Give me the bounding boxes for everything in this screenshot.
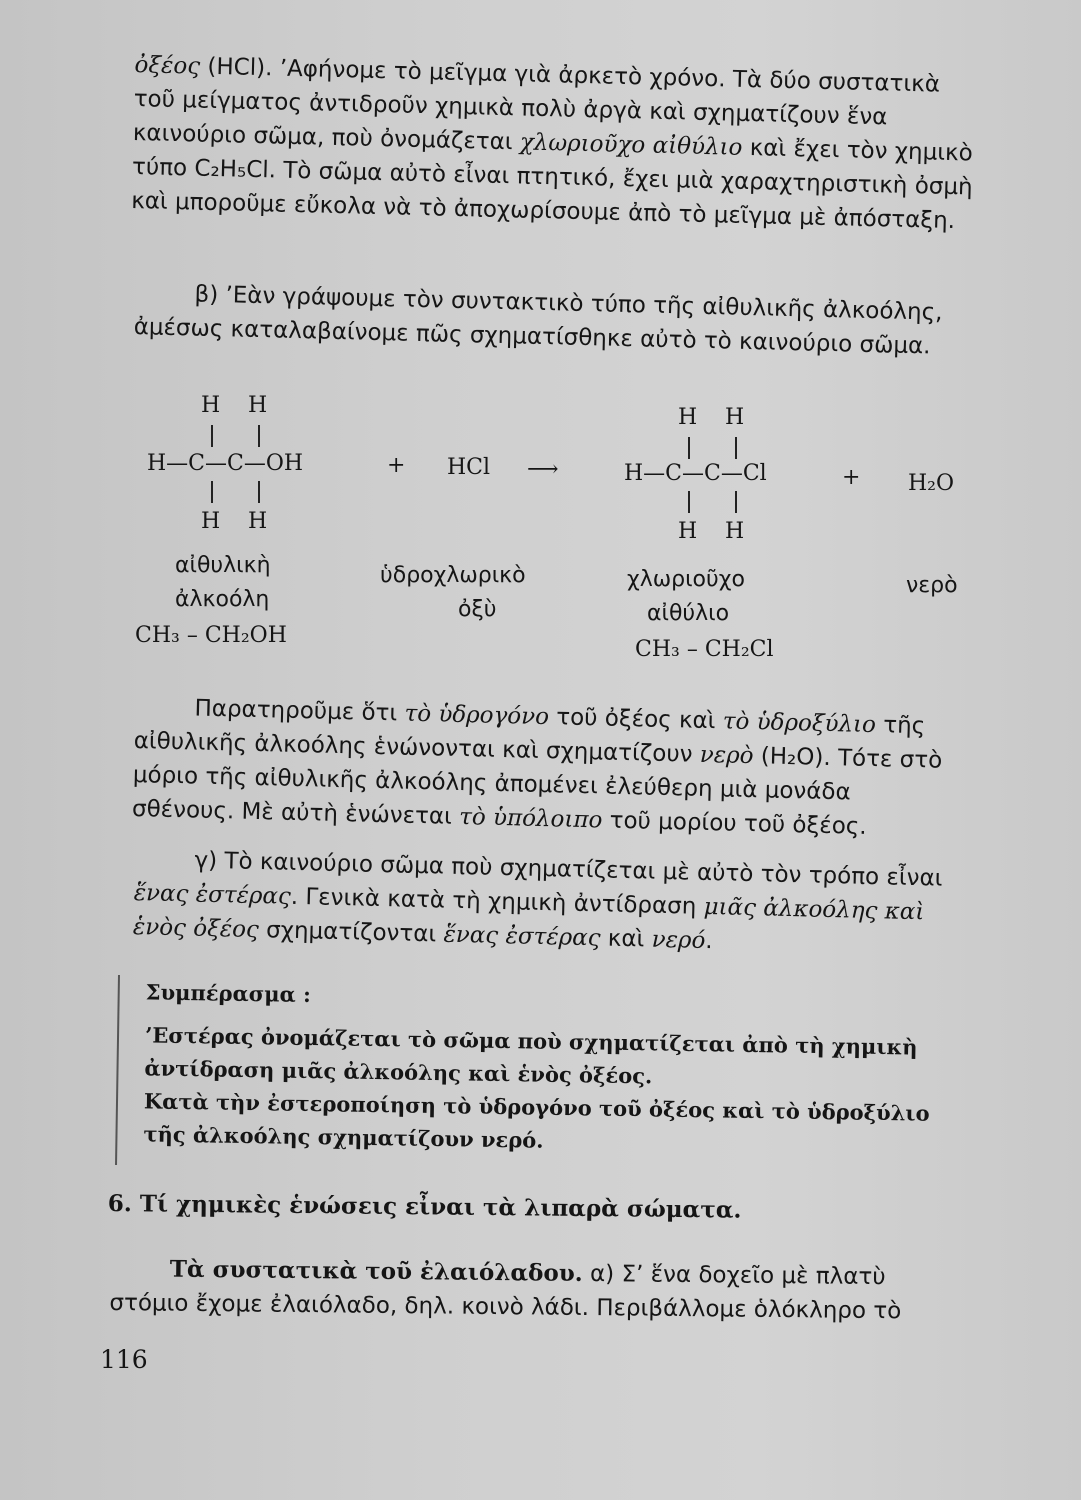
italic-term: ὀξέος (134, 51, 201, 80)
section-heading: 6. Τί χημικὲς ἑνώσεις εἶναι τὰ λιπαρὰ σώματα. (107, 1190, 742, 1224)
atom-h: H (248, 393, 268, 418)
ethanol-condensed-formula: CH₃ – CH₂OH (135, 623, 287, 648)
paragraph-structural-formula: β) ’Εὰν γράψουμε τὸν συντακτικὸ τύπο τῆς αἰθυλικῆς ἀλκοόλης, ἀμέσως καταλαβαίνομε πῶς σχηματίσθηκε αὐτὸ τὸ καινούριο σῶμα. (133, 281, 943, 360)
bond (688, 491, 690, 513)
atom-h: H (248, 509, 268, 534)
bond (211, 481, 213, 503)
conclusion-line: Κατὰ τὴν ἐστεροποίηση τὸ ὑδρογόνο τοῦ ὀξέος καὶ τὸ ὑδροξύλιο τῆς ἀλκοόλης σχηματίζουν νερό. (143, 1088, 930, 1153)
plus-sign: + (842, 465, 861, 490)
atom-h: H (678, 519, 698, 544)
bond (258, 425, 260, 447)
atom-h: H (725, 405, 745, 430)
label-ethyl-chloride: αἰθύλιο (647, 601, 730, 626)
conclusion-line: ’Εστέρας ὀνομάζεται τὸ σῶμα ποὺ σχηματίζεται ἀπὸ τὴ χημικὴ ἀντίδραση μιᾶς ἀλκοόλης καὶ ἑνὸς ὀξέος. (144, 1022, 918, 1089)
chemical-equation (135, 385, 965, 685)
italic-term: χλωριοῦχο αἰθύλιο (519, 129, 743, 161)
ethyl-chloride-structure: H—C—C—Cl (624, 461, 767, 486)
label-ethanol: αἰθυλικὴ (175, 553, 271, 578)
plus-sign: + (387, 453, 406, 478)
paragraph-hcl-reaction: ὀξέος (HCl). ’Αφήνομε τὸ μεῖγμα γιὰ ἀρκετὸ χρόνο. Τὰ δύο συστατικὰ τοῦ μείγματος ἀντιδροῦν χημικὰ πολὺ ἀργὰ καὶ σχηματίζουν ἕνα καινούριο σῶμα, ποὺ ὀνομάζεται χλωριοῦχο αἰθύλιο καὶ ἔχει τὸν χημικὸ τύπο C₂H₅Cl. Τὸ σῶμα αὐτὸ εἶναι πτητικό, ἔχει μιὰ χαραχτηριστικὴ ὀσμὴ καὶ μποροῦμε εὔκολα νὰ τὸ ἀποχωρίσουμε ἀπὸ τὸ μεῖγμα μὲ ἀπόσταξη. (130, 51, 974, 235)
bond (258, 481, 260, 503)
atom-h: H (201, 393, 221, 418)
bond (735, 437, 737, 459)
atom-h: H (678, 405, 698, 430)
conclusion-box (115, 975, 965, 1178)
hcl-formula: HCl (447, 455, 491, 480)
label-ethyl-chloride: χλωριοῦχο (627, 567, 745, 592)
ethanol-structure: H—C—C—OH (147, 451, 304, 476)
page-number: 116 (100, 1345, 148, 1374)
paragraph-observation: Παρατηροῦμε ὅτι τὸ ὑδρογόνο τοῦ ὀξέος καὶ τὸ ὑδροξύλιο τῆς αἰθυλικῆς ἀλκοόλης ἑνώνονται καὶ σχηματίζουν νερὸ (H₂O). Τότε στὸ μόριο τῆς αἰθυλικῆς ἀλκοόλης ἀπομένει ἐλεύθερη μιὰ μονάδα σθένους. Μὲ αὐτὴ ἑνώνεται τὸ ὑπόλοιπο τοῦ μορίου τοῦ ὀξέος. (131, 695, 943, 840)
bond (688, 437, 690, 459)
label-water: νερὸ (906, 573, 958, 598)
label-hcl: ὑδροχλωρικὸ (380, 563, 526, 588)
atom-h: H (725, 519, 745, 544)
reaction-arrow: ⟶ (527, 457, 559, 482)
atom-h: H (201, 509, 221, 534)
paragraph-olive-oil: Τὰ συστατικὰ τοῦ ἐλαιόλαδου. α) Σ’ ἕνα δοχεῖο μὲ πλατὺ στόμιο ἔχομε ἐλαιόλαδο, δηλ. κοινὸ λάδι. Περιβάλλομε ὁλόκληρο τὸ (109, 1255, 902, 1325)
label-hcl: ὀξὺ (458, 597, 497, 622)
paragraph-ester: γ) Τὸ καινούριο σῶμα ποὺ σχηματίζεται μὲ αὐτὸ τὸν τρόπο εἶναι ἕνας ἐστέρας. Γενικὰ κατὰ τὴ χημικὴ ἀντίδραση μιᾶς ἀλκοόλης καὶ ἑνὸς ὀξέος σχηματίζονται ἕνας ἐστέρας καὶ νερό. (132, 847, 943, 955)
water-formula: H₂O (908, 471, 955, 496)
bond (735, 491, 737, 513)
label-ethanol: ἀλκοόλη (175, 587, 270, 612)
ethyl-chloride-condensed-formula: CH₃ – CH₂Cl (635, 637, 774, 662)
conclusion-title: Συμπέρασμα : (145, 979, 312, 1008)
bond (211, 425, 213, 447)
